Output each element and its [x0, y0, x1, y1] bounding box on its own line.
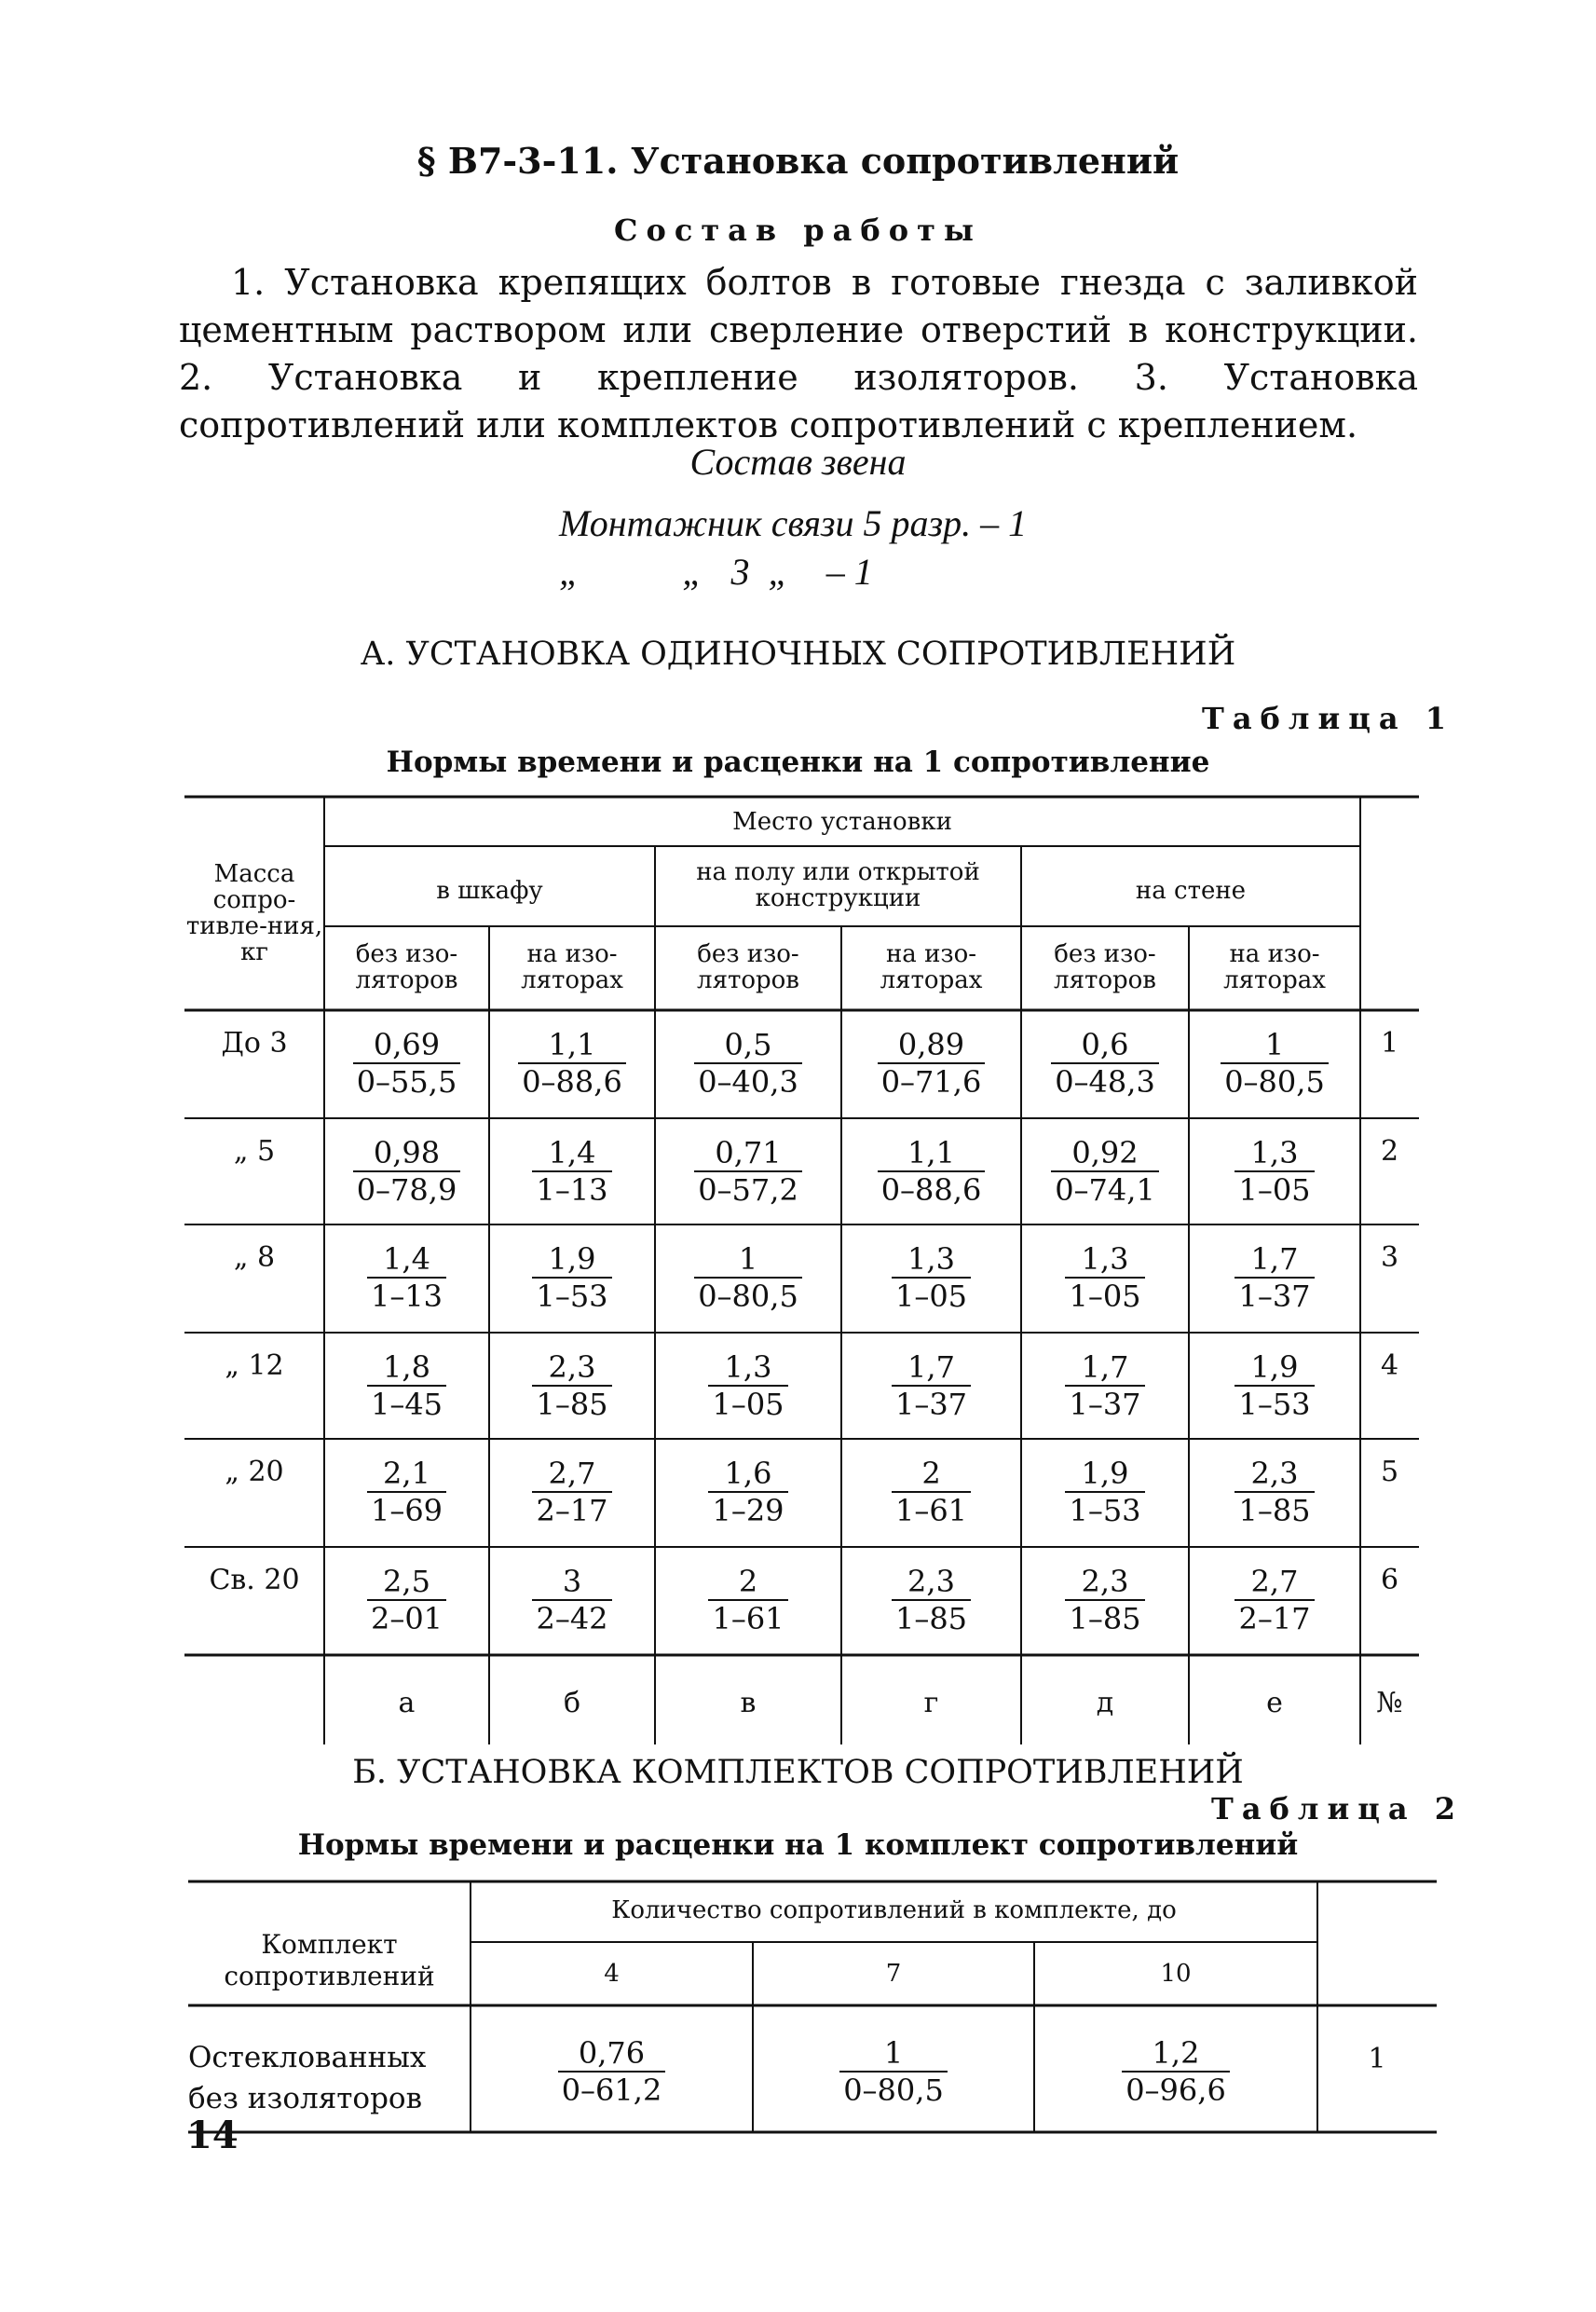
- norm-cell: [324, 1349, 489, 1422]
- section-b-title: Б. УСТАНОВКА КОМПЛЕКТОВ СОПРОТИВЛЕНИЙ: [352, 1754, 1244, 1791]
- time-norm: 2: [708, 1564, 787, 1601]
- set-norm-cell: [471, 2035, 753, 2108]
- rate: 1–13: [536, 1172, 608, 1208]
- rate: 2–17: [1238, 1601, 1311, 1636]
- rate: 0–57,2: [698, 1172, 798, 1208]
- rate: 1–53: [536, 1279, 608, 1314]
- sub-header-a: без изо-ляторов: [355, 940, 458, 994]
- norm-cell: [489, 1135, 655, 1208]
- rate: 1–05: [1069, 1279, 1141, 1314]
- row-number: 1: [1380, 1027, 1399, 1060]
- fraction: [1065, 1564, 1144, 1636]
- norm-cell: [841, 1564, 1021, 1636]
- time-norm: 1,7: [1065, 1349, 1144, 1387]
- norm-cell: [655, 1564, 841, 1636]
- col-letter-b: б: [563, 1687, 581, 1719]
- time-norm: 3: [532, 1564, 611, 1601]
- norm-cell: [655, 1027, 841, 1100]
- time-norm: 0,69: [353, 1027, 461, 1064]
- group-wall: на стене: [1135, 877, 1247, 905]
- fraction: [1235, 1564, 1314, 1636]
- fraction: [367, 1564, 446, 1636]
- sub-header-e: без изо-ляторов: [1054, 940, 1156, 994]
- fraction: [1065, 1241, 1144, 1314]
- fraction: [532, 1349, 611, 1422]
- table-2: [188, 1879, 1437, 2135]
- norm-cell: [1021, 1456, 1189, 1528]
- fraction: [708, 1349, 787, 1422]
- norm-cell: [489, 1241, 655, 1314]
- time-norm: 1,6: [708, 1456, 787, 1493]
- row-number: 4: [1380, 1349, 1399, 1382]
- table-2-label: Таблица 2: [1211, 1791, 1464, 1826]
- time-norm: 0,71: [694, 1135, 802, 1172]
- norm-cell: [1021, 1564, 1189, 1636]
- fraction: [353, 1135, 461, 1208]
- fraction: [1122, 2035, 1230, 2108]
- fraction: [1235, 1241, 1314, 1314]
- group-floor: на полу или открытой конструкции: [696, 858, 980, 912]
- fraction: [532, 1135, 611, 1208]
- crew-line-2: „ „ 3 „ – 1: [559, 551, 873, 593]
- fraction: [839, 2035, 948, 2108]
- rate: 1–05: [712, 1387, 784, 1422]
- fraction: [1051, 1135, 1159, 1208]
- rate: 1–37: [1238, 1279, 1311, 1314]
- table-1-caption: Нормы времени и расценки на 1 сопротивление: [386, 746, 1210, 779]
- col-letter-e: д: [1096, 1687, 1114, 1719]
- norm-cell: [655, 1241, 841, 1314]
- norm-cell: [489, 1027, 655, 1100]
- mass-header: Масса сопро-тивле-ния, кг: [185, 860, 323, 966]
- time-norm: 1,3: [892, 1241, 971, 1279]
- fraction: [532, 1241, 611, 1314]
- time-norm: 1,2: [1122, 2035, 1230, 2073]
- rate: 1–53: [1238, 1387, 1311, 1422]
- fraction: [532, 1456, 611, 1528]
- fraction: [532, 1564, 611, 1636]
- time-norm: 1: [839, 2035, 948, 2073]
- norm-cell: [324, 1241, 489, 1314]
- rate: 0–40,3: [698, 1064, 798, 1100]
- row-mass-label: „ 12: [225, 1349, 284, 1382]
- fraction: [353, 1027, 461, 1100]
- group-cabinet: в шкафу: [436, 877, 543, 905]
- table-2-caption: Нормы времени и расценки на 1 комплект сопротивлений: [297, 1828, 1299, 1862]
- norm-cell: [841, 1456, 1021, 1528]
- rate: 0–96,6: [1125, 2073, 1226, 2108]
- norm-cell: [841, 1241, 1021, 1314]
- rate: 1–61: [712, 1601, 784, 1636]
- norm-cell: [655, 1349, 841, 1422]
- fraction: [518, 1027, 626, 1100]
- fraction: [1235, 1349, 1314, 1422]
- norm-cell: [655, 1135, 841, 1208]
- fraction: [694, 1241, 802, 1314]
- fraction: [694, 1027, 802, 1100]
- rate: 0–80,5: [843, 2073, 944, 2108]
- time-norm: 1,4: [532, 1135, 611, 1172]
- rate: 0–80,5: [1224, 1064, 1325, 1100]
- norm-cell: [841, 1135, 1021, 1208]
- fraction: [694, 1135, 802, 1208]
- rate: 1–29: [712, 1493, 784, 1528]
- norm-cell: [1189, 1456, 1360, 1528]
- row-mass-label: „ 20: [225, 1456, 284, 1488]
- fraction: [1065, 1349, 1144, 1422]
- time-norm: 2,7: [532, 1456, 611, 1493]
- time-norm: 2,7: [1235, 1564, 1314, 1601]
- rate: 1–45: [370, 1387, 443, 1422]
- time-norm: 0,92: [1051, 1135, 1159, 1172]
- col-letter-c: в: [740, 1687, 757, 1719]
- rate: 1–85: [1069, 1601, 1141, 1636]
- time-norm: 1,7: [1235, 1241, 1314, 1279]
- norm-cell: [1189, 1349, 1360, 1422]
- set-header: Комплект сопротивлений: [224, 1929, 435, 1991]
- fraction: [367, 1241, 446, 1314]
- norm-cell: [324, 1135, 489, 1208]
- count-col-4: 4: [604, 1960, 620, 1988]
- norm-cell: [1189, 1241, 1360, 1314]
- fraction: [892, 1456, 971, 1528]
- fraction: [878, 1135, 986, 1208]
- fraction: [708, 1456, 787, 1528]
- row-mass-label: Св. 20: [209, 1564, 300, 1596]
- rate: 0–55,5: [356, 1064, 457, 1100]
- rate: 1–13: [370, 1279, 443, 1314]
- fraction: [878, 1027, 986, 1100]
- place-header: Место установки: [732, 808, 952, 836]
- rate: 0–80,5: [698, 1279, 798, 1314]
- section-heading: § В7-3-11. Установка сопротивлений: [416, 140, 1180, 182]
- row-number: 2: [1380, 1135, 1399, 1168]
- crew-line-1: Монтажник связи 5 разр. – 1: [559, 502, 1028, 544]
- fraction: [892, 1564, 971, 1636]
- norm-cell: [1021, 1349, 1189, 1422]
- norm-cell: [655, 1456, 841, 1528]
- rate: 0–71,6: [880, 1064, 982, 1100]
- norm-cell: [489, 1564, 655, 1636]
- norm-cell: [1021, 1135, 1189, 1208]
- rate: 0–88,6: [522, 1064, 622, 1100]
- rate: 1–85: [536, 1387, 608, 1422]
- norm-cell: [1189, 1135, 1360, 1208]
- time-norm: 1,9: [1065, 1456, 1144, 1493]
- norm-cell: [1189, 1564, 1360, 1636]
- col-letter-f: е: [1266, 1687, 1283, 1719]
- page-number: 14: [186, 2114, 239, 2157]
- rate: 1–05: [1238, 1172, 1311, 1208]
- time-norm: 1,3: [708, 1349, 787, 1387]
- rate: 1–53: [1069, 1493, 1141, 1528]
- fraction: [1235, 1135, 1314, 1208]
- time-norm: 1,3: [1235, 1135, 1314, 1172]
- sub-header-b: на изо-ляторах: [521, 940, 623, 994]
- norm-cell: [841, 1349, 1021, 1422]
- norm-cell: [841, 1027, 1021, 1100]
- norm-cell: [489, 1456, 655, 1528]
- rate: 0–48,3: [1055, 1064, 1155, 1100]
- time-norm: 2,3: [532, 1349, 611, 1387]
- count-col-10: 10: [1160, 1960, 1192, 1988]
- rate: 2–42: [536, 1601, 608, 1636]
- fraction: [558, 2035, 666, 2108]
- sub-header-c: без изо-ляторов: [697, 940, 799, 994]
- rate: 1–85: [1238, 1493, 1311, 1528]
- norm-cell: [1021, 1027, 1189, 1100]
- time-norm: 0,76: [558, 2035, 666, 2073]
- time-norm: 1,3: [1065, 1241, 1144, 1279]
- rate: 0–78,9: [356, 1172, 457, 1208]
- fraction: [892, 1349, 971, 1422]
- row-mass-label: До 3: [221, 1027, 288, 1060]
- time-norm: 2,3: [1235, 1456, 1314, 1493]
- set-row-label: Остеклованных без изоляторов: [188, 2041, 427, 2115]
- rate: 1–69: [370, 1493, 443, 1528]
- work-composition-title: Состав работы: [614, 212, 982, 248]
- col-number-sign: №: [1376, 1687, 1403, 1719]
- rate: 1–37: [894, 1387, 968, 1422]
- fraction: [708, 1564, 787, 1636]
- fraction: [1221, 1027, 1329, 1100]
- table-2-row-number: 1: [1368, 2043, 1386, 2075]
- set-norm-cell: [1034, 2035, 1317, 2108]
- rate: 2–17: [536, 1493, 608, 1528]
- rate: 0–74,1: [1055, 1172, 1155, 1208]
- table-1: [184, 794, 1419, 1744]
- row-number: 3: [1380, 1241, 1399, 1274]
- time-norm: 1: [1221, 1027, 1329, 1064]
- rate: 2–01: [370, 1601, 443, 1636]
- row-mass-label: „ 8: [233, 1241, 276, 1274]
- rate: 1–05: [894, 1279, 968, 1314]
- time-norm: 0,6: [1051, 1027, 1159, 1064]
- time-norm: 1,9: [1235, 1349, 1314, 1387]
- norm-cell: [489, 1349, 655, 1422]
- time-norm: 1: [694, 1241, 802, 1279]
- sub-header-d: на изо-ляторах: [880, 940, 983, 994]
- fraction: [367, 1349, 446, 1422]
- time-norm: 1,1: [518, 1027, 626, 1064]
- rate: 1–85: [894, 1601, 968, 1636]
- rate: 1–61: [894, 1493, 968, 1528]
- time-norm: 2,3: [1065, 1564, 1144, 1601]
- norm-cell: [324, 1027, 489, 1100]
- norm-cell: [1021, 1241, 1189, 1314]
- count-col-7: 7: [885, 1960, 902, 1988]
- time-norm: 0,5: [694, 1027, 802, 1064]
- work-composition-text: 1. Установка крепящих болтов в готовые гнезда с заливкой цементным раствором или сверление отверстий в конструкции. 2. Установка и крепление изоляторов. 3. Установка сопротивлений или комплектов сопротивлений с креплением.: [179, 262, 1418, 445]
- table-1-label: Таблица 1: [1202, 701, 1454, 736]
- norm-cell: [324, 1456, 489, 1528]
- norm-cell: [1189, 1027, 1360, 1100]
- section-a-title: А. УСТАНОВКА ОДИНОЧНЫХ СОПРОТИВЛЕНИЙ: [360, 636, 1236, 673]
- row-number: 6: [1380, 1564, 1399, 1596]
- fraction: [1235, 1456, 1314, 1528]
- time-norm: 1,9: [532, 1241, 611, 1279]
- rate: 0–88,6: [880, 1172, 982, 1208]
- col-letter-a: а: [398, 1687, 416, 1719]
- row-number: 5: [1380, 1456, 1399, 1488]
- norm-cell: [324, 1564, 489, 1636]
- crew-composition-title: Состав звена: [689, 441, 907, 483]
- time-norm: 0,89: [878, 1027, 986, 1064]
- time-norm: 2: [892, 1456, 971, 1493]
- time-norm: 1,4: [367, 1241, 446, 1279]
- sub-header-f: на изо-ляторах: [1223, 940, 1326, 994]
- fraction: [1051, 1027, 1159, 1100]
- fraction: [367, 1456, 446, 1528]
- col-letter-d: г: [923, 1687, 939, 1719]
- count-header: Количество сопротивлений в комплекте, до: [611, 1896, 1177, 1924]
- time-norm: 2,3: [892, 1564, 971, 1601]
- row-mass-label: „ 5: [233, 1135, 276, 1168]
- fraction: [892, 1241, 971, 1314]
- fraction: [1065, 1456, 1144, 1528]
- rate: 1–37: [1069, 1387, 1141, 1422]
- time-norm: 1,1: [878, 1135, 986, 1172]
- time-norm: 2,1: [367, 1456, 446, 1493]
- time-norm: 0,98: [353, 1135, 461, 1172]
- rate: 0–61,2: [561, 2073, 662, 2108]
- time-norm: 1,8: [367, 1349, 446, 1387]
- time-norm: 1,7: [892, 1349, 971, 1387]
- set-norm-cell: [753, 2035, 1034, 2108]
- time-norm: 2,5: [367, 1564, 446, 1601]
